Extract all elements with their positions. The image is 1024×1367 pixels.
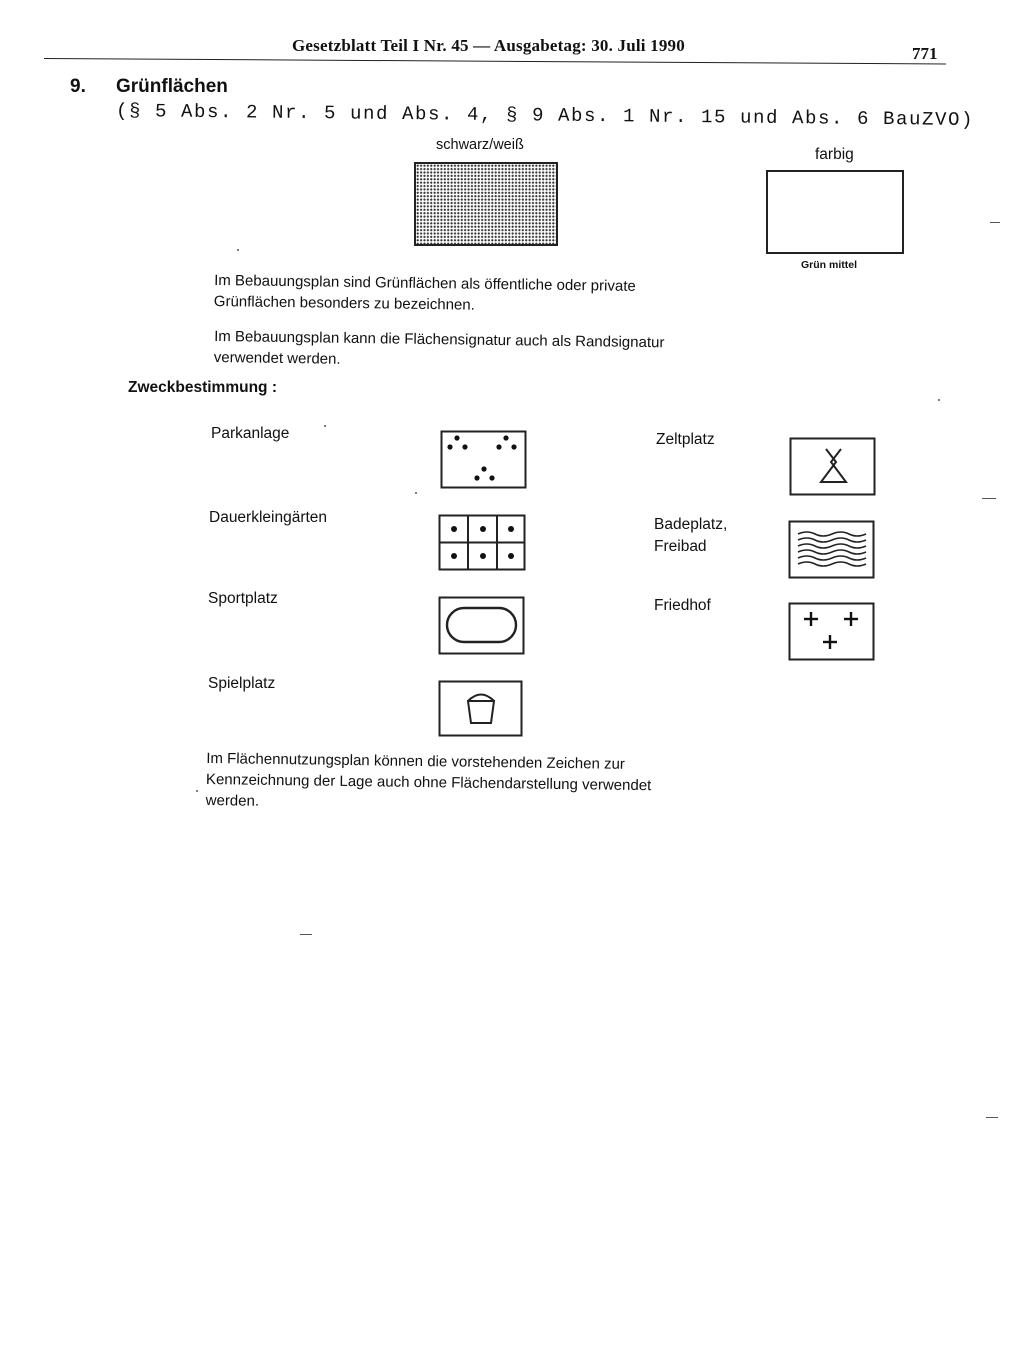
paragraph-2: Im Bebauungsplan kann die Flächensignatur auch als Randsignatur verwendet werden.	[213, 328, 665, 368]
scan-speck	[237, 249, 239, 251]
label-badeplatz: Badeplatz, Freibad	[654, 516, 728, 555]
legal-reference: (§ 5 Abs. 2 Nr. 5 und Abs. 4, § 9 Abs. 1 Nr. 15 und Abs. 6 BauZVO)	[115, 100, 975, 131]
waves-icon	[788, 520, 876, 580]
color-caption: Grün mittel	[801, 259, 858, 271]
dots-icon	[440, 430, 528, 490]
page-number: 771	[912, 44, 938, 63]
color-label: farbig	[815, 146, 854, 163]
label-zeltplatz: Zeltplatz	[656, 431, 715, 448]
tent-icon	[789, 437, 877, 497]
sand-bucket-icon	[438, 680, 524, 738]
paragraph-1: Im Bebauungsplan sind Grünflächen als öffentliche oder private Grünflächen besonders zu bezeichnen.	[213, 272, 636, 314]
section-title: Grünflächen	[116, 76, 228, 97]
scan-speck	[938, 399, 940, 401]
scan-mark	[300, 934, 312, 935]
label-dauerkleingaerten: Dauerkleingärten	[209, 509, 328, 526]
grid-dots-icon	[438, 514, 527, 572]
header-rule	[44, 58, 946, 65]
scan-speck	[196, 790, 198, 792]
section-number: 9.	[70, 76, 86, 97]
scan-mark	[986, 1117, 998, 1118]
label-parkanlage: Parkanlage	[211, 425, 290, 442]
color-swatch	[766, 170, 904, 254]
paragraph-3: Im Flächennutzungsplan können die vorstehenden Zeichen zur Kennzeichnung der Lage auch ohne Flächendarstellung verwendet werden.	[205, 750, 652, 810]
scan-speck	[415, 492, 417, 494]
running-head: Gesetzblatt Teil I Nr. 45 — Ausgabetag: 30. Juli 1990	[292, 36, 685, 55]
bw-hatch-swatch	[414, 162, 558, 246]
scan-mark	[990, 222, 1000, 223]
oval-track-icon	[438, 596, 526, 656]
crosses-icon	[788, 602, 876, 662]
label-spielplatz: Spielplatz	[208, 675, 276, 692]
scan-mark	[982, 498, 996, 499]
bw-label: schwarz/weiß	[436, 137, 524, 153]
label-friedhof: Friedhof	[654, 597, 711, 614]
purpose-heading: Zweckbestimmung :	[128, 379, 277, 396]
label-sportplatz: Sportplatz	[208, 590, 278, 607]
scan-speck	[324, 425, 326, 427]
